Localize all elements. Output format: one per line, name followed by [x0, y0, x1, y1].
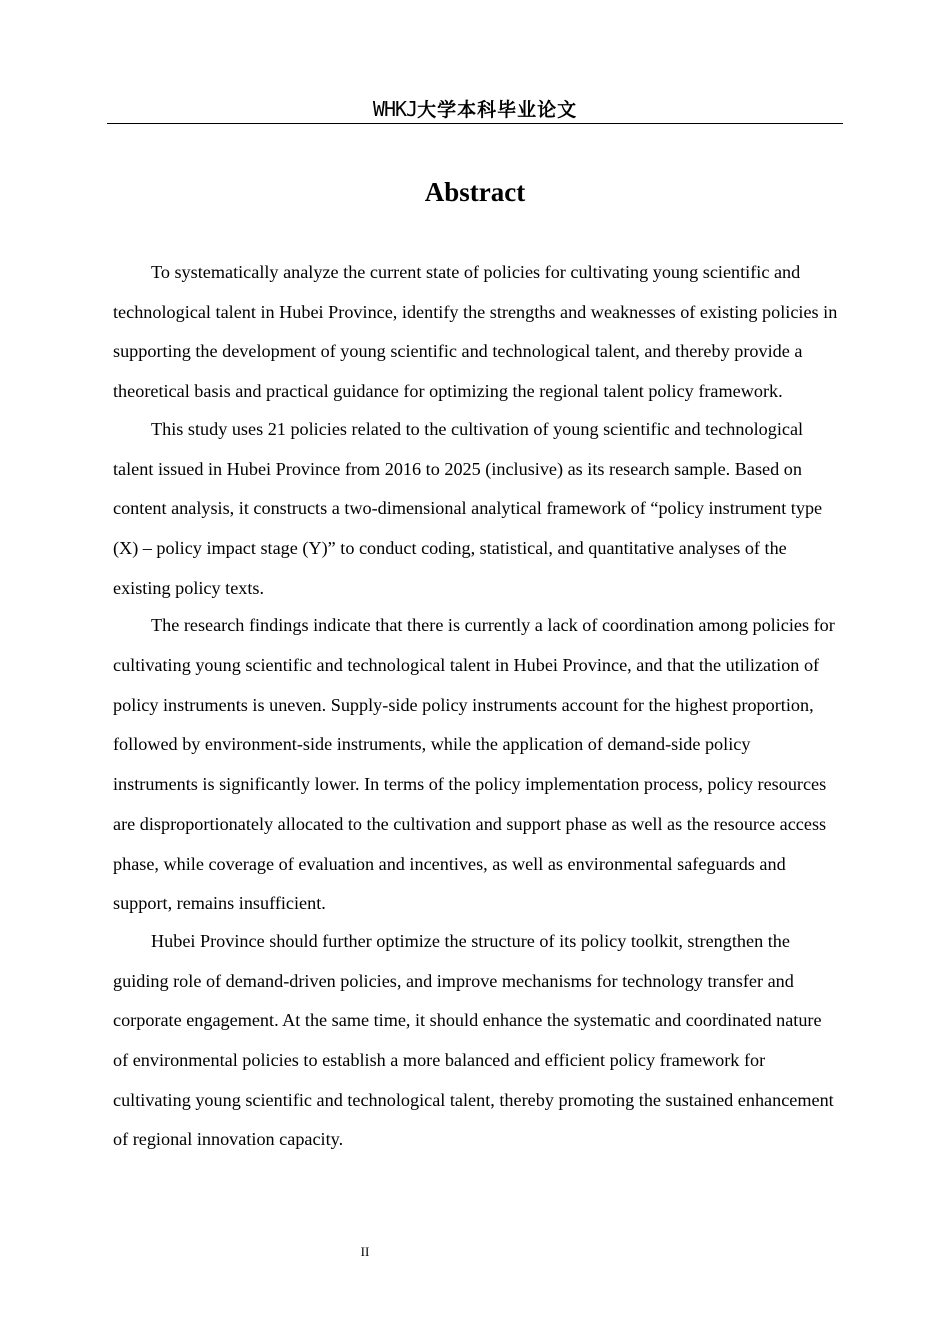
abstract-paragraph-3: The research findings indicate that there is currently a lack of coordination among policies for cultivating young scientific and technological talent in Hubei Province, and that the utilization of policy instruments is uneven. Supply-side policy instruments account for the highest proportion, followed by environment-side instruments, while the application of demand-side policy instruments is significantly lower. In terms of the policy implementation process, policy resources are disproportionately allocated to the cultivation and support phase as well as the resource access phase, while coverage of evaluation and incentives, as well as environmental safeguards and support, remains insufficient. — [113, 615, 835, 914]
abstract-paragraph-1: To systematically analyze the current state of policies for cultivating young scientific and technological talent in Hubei Province, identify the strengths and weaknesses of existing policies in supporting the development of young scientific and technological talent, and thereby provide a theoretical basis and practical guidance for optimizing the regional talent policy framework. — [113, 262, 838, 402]
header-thesis-label: 大学本科毕业论文 — [417, 99, 578, 121]
abstract-paragraph-2: This study uses 21 policies related to the cultivation of young scientific and technological talent issued in Hubei Province from 2016 to 2025 (inclusive) as its research sample. Based on content analysis, it constructs a two-dimensional analytical framework of “policy instrument type (X) – policy impact stage (Y)” to conduct coding, statistical, and quantitative analyses of the existing policy texts. — [113, 418, 823, 598]
header-institution-code: WHKJ — [372, 97, 418, 121]
abstract-body — [113, 253, 839, 1158]
page-title: Abstract — [424, 177, 526, 207]
page-number: II — [360, 1244, 370, 1259]
header-rule — [107, 123, 843, 124]
abstract-paragraph-4: Hubei Province should further optimize the structure of its policy toolkit, strengthen the guiding role of demand-driven policies, and improve mechanisms for technology transfer and corporate engagement. At the same time, it should enhance the systematic and coordinated nature of environmental policies to establish a more balanced and efficient policy framework for cultivating young scientific and technological talent, thereby promoting the sustained enhancement of regional innovation capacity. — [113, 930, 834, 1150]
running-header — [107, 96, 843, 123]
